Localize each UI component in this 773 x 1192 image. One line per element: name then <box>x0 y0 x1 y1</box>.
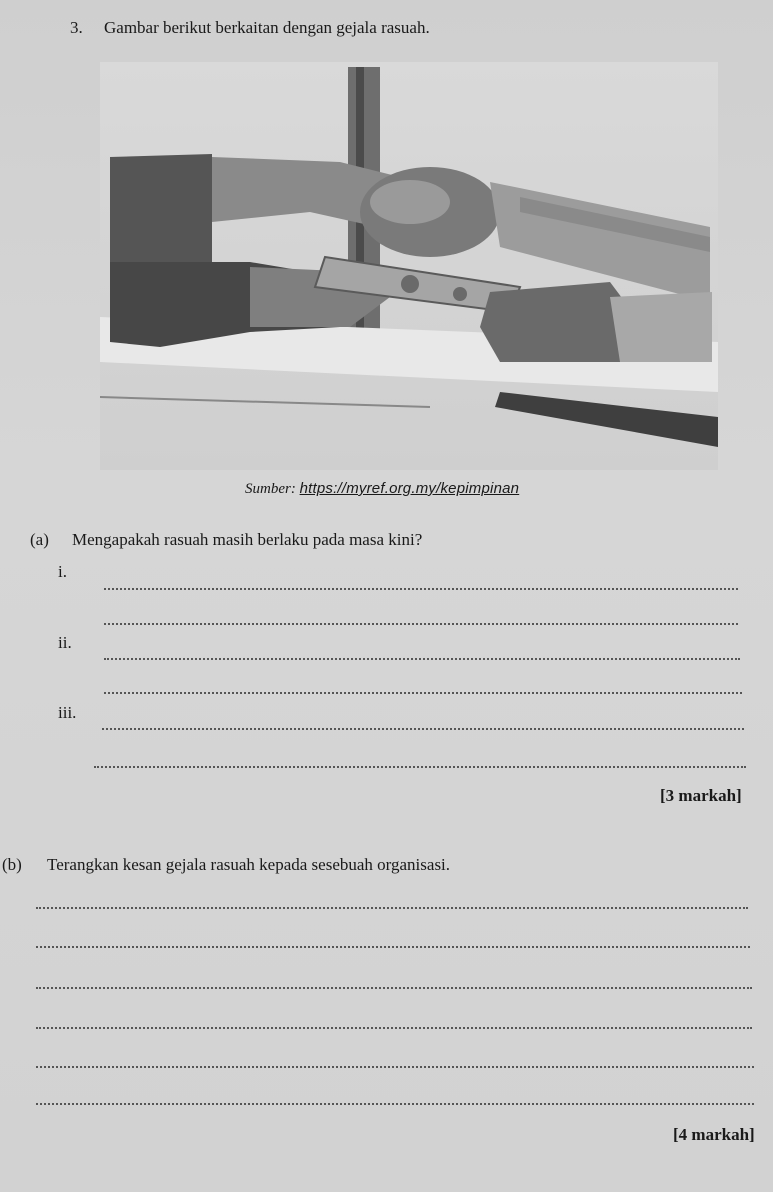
figure-source <box>245 480 519 498</box>
question-number: 3. <box>70 18 83 37</box>
part-a-item-iii: iii. <box>58 703 77 722</box>
answer-line <box>36 946 750 948</box>
part-a-marks: [3 markah] <box>660 786 742 805</box>
answer-line <box>104 623 738 625</box>
answer-line <box>36 1027 752 1029</box>
question-stem: Gambar berikut berkaitan dengan gejala rasuah. <box>104 18 430 37</box>
answer-line <box>94 766 746 768</box>
answer-line <box>36 987 752 989</box>
answer-line <box>36 1103 754 1105</box>
part-a-item-i: i. <box>58 562 67 581</box>
part-a-item-ii: ii. <box>58 633 72 652</box>
answer-line <box>104 588 738 590</box>
part-b-marks: [4 markah] <box>673 1125 755 1144</box>
part-b-question: Terangkan kesan gejala rasuah kepada sesebuah organisasi. <box>47 855 451 874</box>
part-a-label: (a) <box>30 530 49 549</box>
answer-line <box>36 907 748 909</box>
source-label: Sumber: <box>245 481 296 497</box>
answer-line <box>104 658 740 660</box>
answer-line <box>102 728 744 730</box>
part-a-question: Mengapakah rasuah masih berlaku pada masa kini? <box>72 530 423 549</box>
source-url: https://myref.org.my/kepimpinan <box>299 480 520 497</box>
answer-line <box>104 692 742 694</box>
bribery-illustration <box>100 62 718 470</box>
answer-line <box>36 1066 754 1068</box>
part-b-label: (b) <box>2 855 22 874</box>
